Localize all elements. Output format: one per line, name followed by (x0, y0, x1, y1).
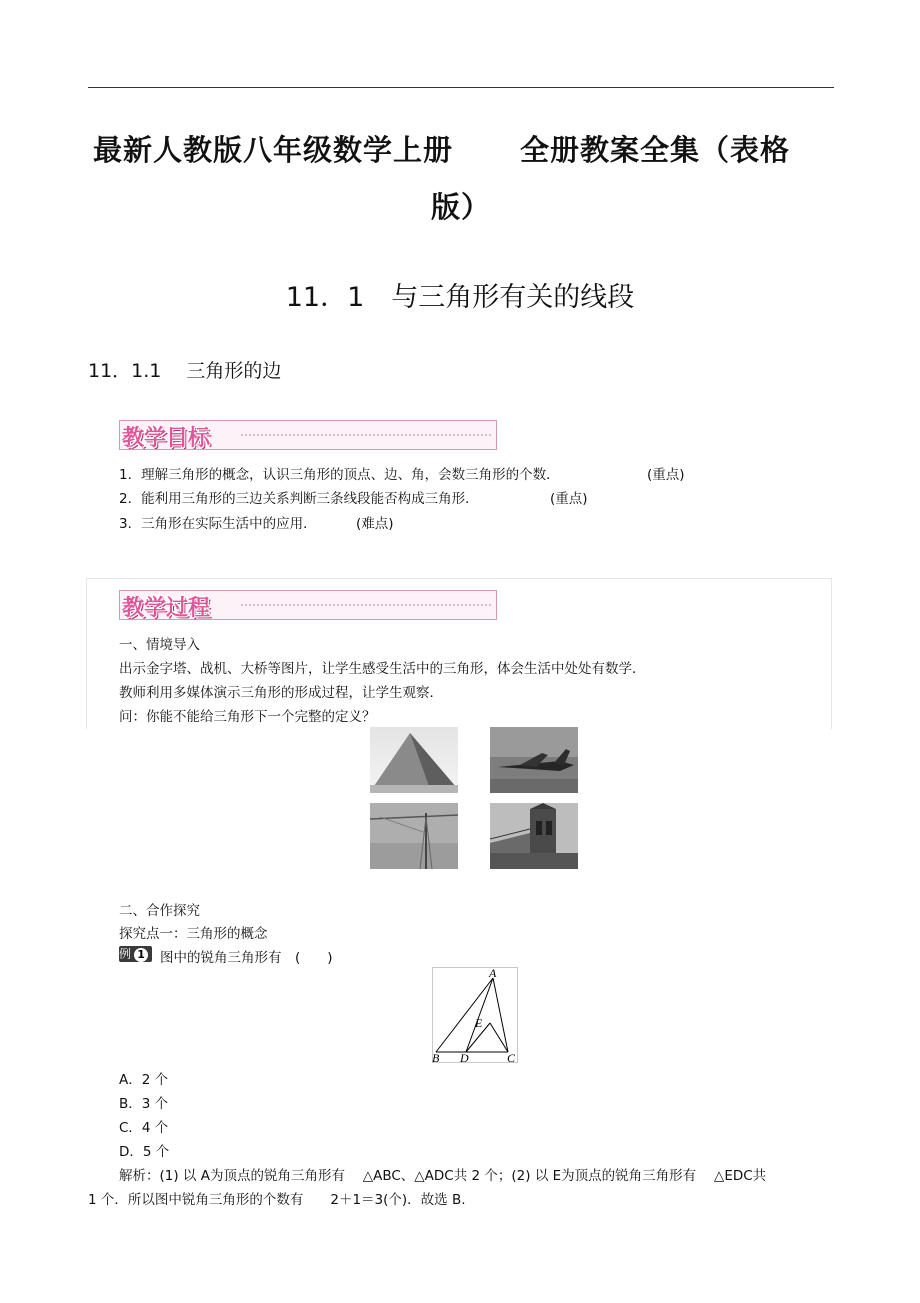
analysis-line-1: 解析：(1) 以 A为顶点的锐角三角形有 △ABC、△ADC共 2 个；(2) 以 E为顶点的锐角三角形有 △EDC共 (119, 1168, 767, 1184)
title-part-1: 最新人教版八年级数学上册 (93, 133, 454, 167)
title-part-2: 全册教案全集（表格 (520, 133, 791, 167)
intro-line-3: 问：你能不能给三角形下一个完整的定义？ (119, 709, 376, 725)
crane-photo (370, 803, 458, 869)
label-B: B (432, 1051, 440, 1063)
goal-item-1-tag: (重点) (647, 467, 685, 483)
label-A: A (489, 967, 497, 980)
bridge-photo (490, 803, 578, 869)
intro-line-1: 出示金字塔、战机、大桥等图片，让学生感受生活中的三角形，体会生活中处处有数学． (119, 661, 646, 677)
label-E: E (475, 1016, 483, 1030)
goal-item-2: 2．能利用三角形的三边关系判断三条线段能否构成三角形． (119, 491, 479, 507)
goals-banner-dots (241, 434, 491, 436)
example-badge (119, 946, 152, 962)
explore-point: 探究点一：三角形的概念 (119, 926, 268, 942)
label-C: C (507, 1051, 516, 1063)
intro-line-2: 教师利用多媒体演示三角形的形成过程，让学生观察． (119, 685, 443, 701)
goals-banner (119, 420, 499, 452)
analysis-line-2: 1 个．所以图中锐角三角形的个数有 2＋1＝3(个)．故选 B. (88, 1192, 466, 1208)
example-number: 1 (134, 948, 148, 962)
explore-heading: 二、合作探究 (119, 903, 200, 919)
subsection-title: 11．1.1 三角形的边 (88, 360, 282, 382)
option-d: D．5 个 (119, 1144, 170, 1160)
document-title-continued: 版） (430, 190, 491, 224)
process-banner-label: 教学过程 (122, 596, 211, 621)
example-badge-label: 例 (119, 947, 132, 961)
goal-item-2-tag: (重点) (550, 491, 588, 507)
intro-heading: 一、情境导入 (119, 637, 200, 653)
fighter-jet-photo (490, 727, 578, 793)
pyramid-photo (370, 727, 458, 793)
option-c: C．4 个 (119, 1120, 169, 1136)
goal-item-3-tag: (难点) (356, 516, 394, 532)
process-banner (119, 590, 499, 622)
top-rule (88, 87, 834, 88)
goals-banner-label: 教学目标 (122, 426, 211, 451)
goal-item-1: 1．理解三角形的概念，认识三角形的顶点、边、角，会数三角形的个数． (119, 467, 560, 483)
triangle-figure (432, 967, 518, 1063)
process-banner-dots (241, 604, 491, 606)
option-b: B．3 个 (119, 1096, 169, 1112)
section-title: 11．1 与三角形有关的线段 (285, 282, 635, 313)
example-question: 图中的锐角三角形有 ( ) (160, 950, 333, 966)
option-a: A．2 个 (119, 1072, 169, 1088)
goal-item-3: 3．三角形在实际生活中的应用． (119, 516, 317, 532)
label-D: D (460, 1051, 469, 1063)
